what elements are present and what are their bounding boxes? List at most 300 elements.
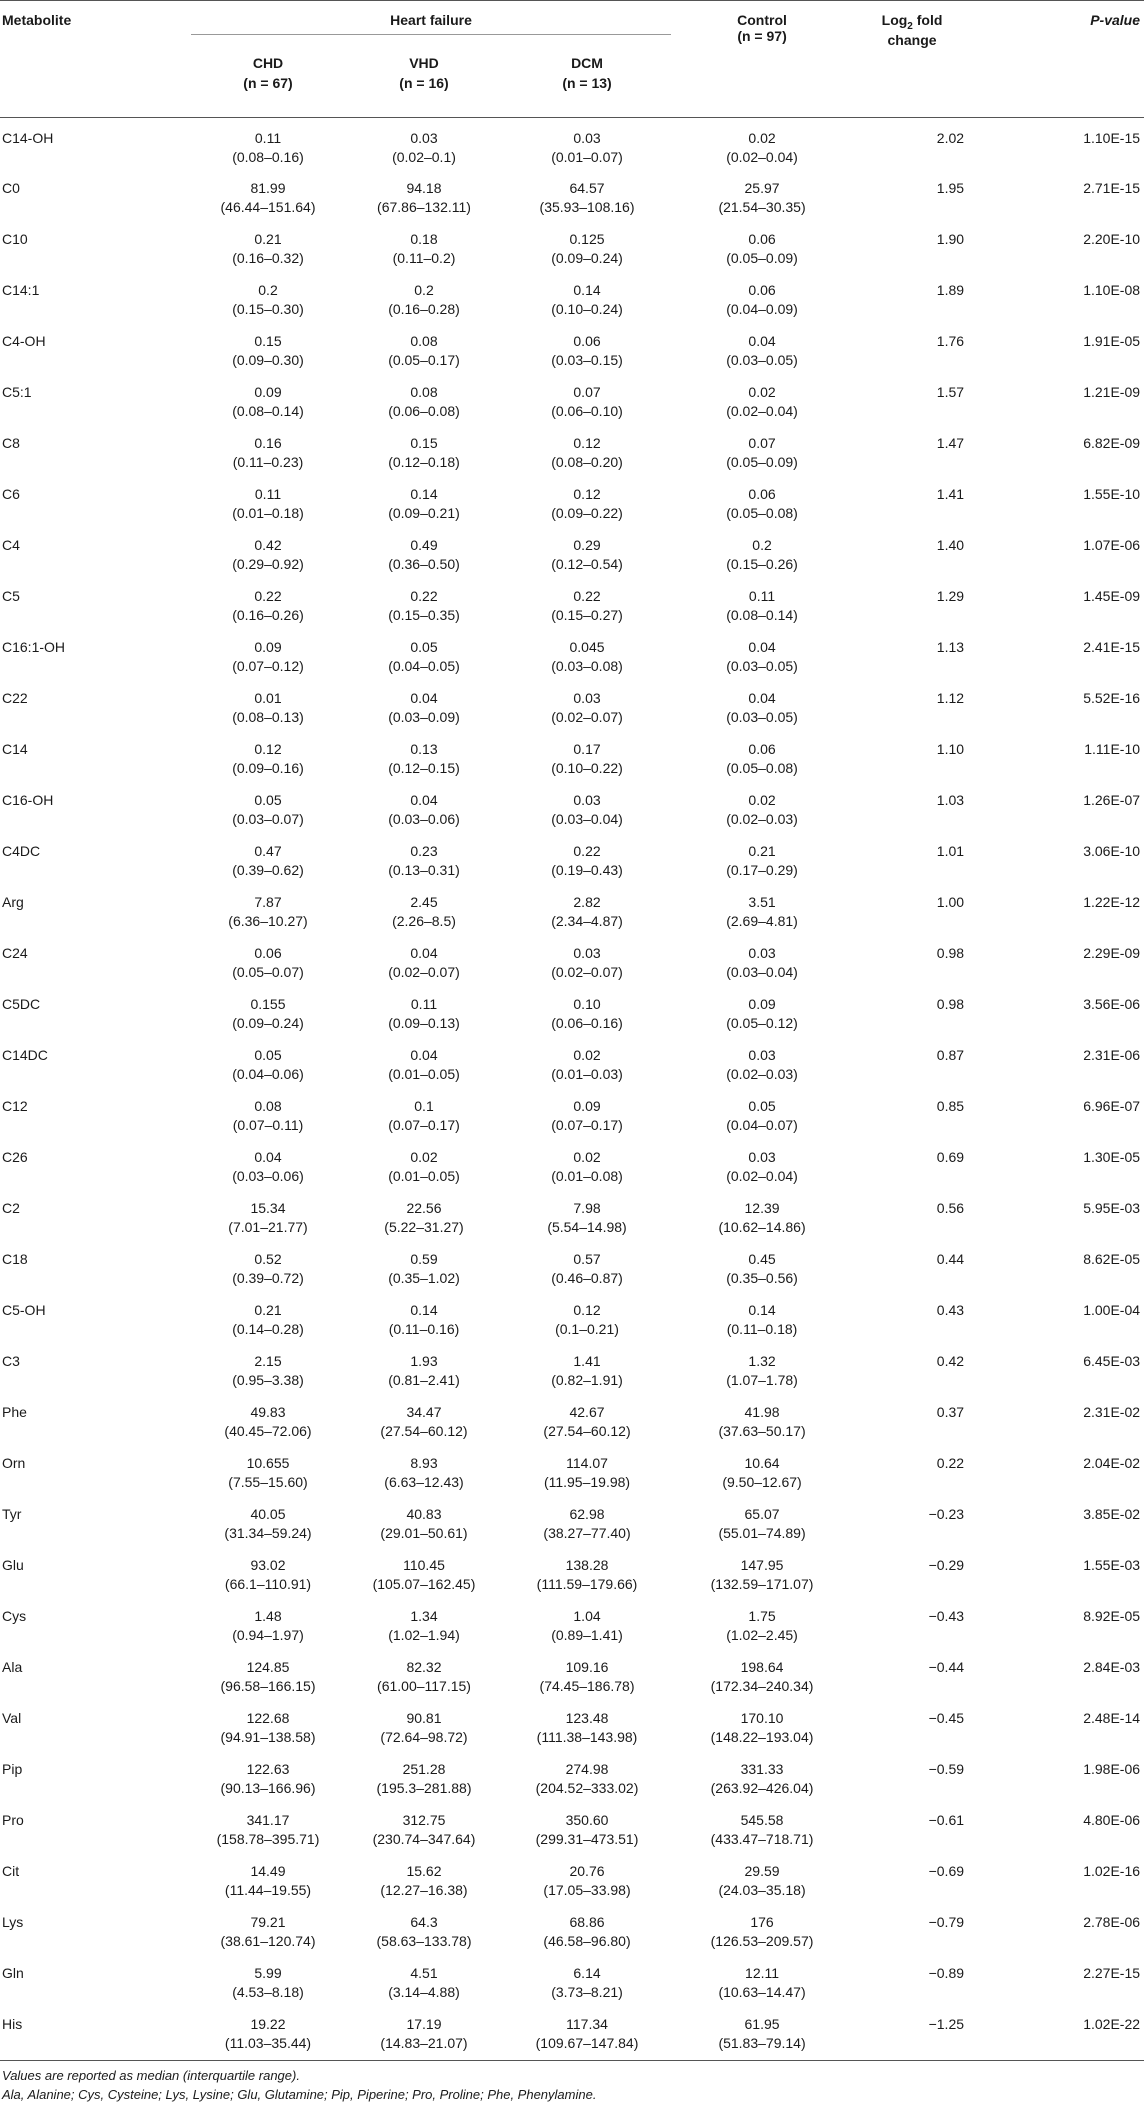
chd-median: 19.22 xyxy=(250,2016,286,2033)
vhd-median: 0.08 xyxy=(410,384,438,401)
chd-cell xyxy=(190,1346,346,1397)
chd-iqr: (7.55–15.60) xyxy=(228,1474,308,1491)
chd-cell xyxy=(190,734,346,785)
footnote-values: Values are reported as median (interquartile range). xyxy=(2,2067,300,2083)
vhd-iqr: (0.15–0.35) xyxy=(388,607,460,624)
chd-median: 122.68 xyxy=(246,1710,290,1727)
group-n: (n = 16) xyxy=(399,74,449,91)
vhd-cell xyxy=(346,1703,502,1754)
chd-median: 0.08 xyxy=(254,1098,282,1115)
chd-median: 0.21 xyxy=(254,1302,282,1319)
pvalue-cell: 2.84E-03 xyxy=(1083,1659,1141,1676)
control-cell xyxy=(672,1754,852,1805)
vhd-iqr: (0.36–0.50) xyxy=(388,556,460,573)
chd-cell xyxy=(190,1856,346,1907)
pvalue-cell: 1.22E-12 xyxy=(1083,894,1141,911)
dcm-cell xyxy=(502,581,672,632)
metabolite-cell: Ala xyxy=(2,1659,23,1676)
control-cell xyxy=(672,1907,852,1958)
dcm-iqr: (0.02–0.07) xyxy=(551,709,623,726)
pvalue-cell: 1.10E-08 xyxy=(1083,282,1141,299)
control-iqr: (2.69–4.81) xyxy=(726,913,798,930)
log2fc-cell: 1.00 xyxy=(936,894,965,911)
control-median: 1.75 xyxy=(748,1608,776,1625)
control-median: 0.03 xyxy=(748,1149,776,1166)
control-median: 61.95 xyxy=(744,2016,780,2033)
metabolite-cell: C14 xyxy=(2,741,28,758)
control-median: 0.07 xyxy=(748,435,776,452)
group-n: (n = 67) xyxy=(243,74,293,91)
dcm-cell xyxy=(502,1244,672,1295)
table-row xyxy=(0,581,1144,632)
vhd-iqr: (14.83–21.07) xyxy=(380,2035,468,2052)
dcm-median: 0.17 xyxy=(573,741,601,758)
chd-median: 15.34 xyxy=(250,1200,286,1217)
control-cell xyxy=(672,785,852,836)
group-header-vhd xyxy=(346,49,502,118)
control-median: 12.11 xyxy=(745,1965,780,1982)
vhd-cell xyxy=(346,989,502,1040)
dcm-iqr: (0.09–0.22) xyxy=(551,505,623,522)
control-cell xyxy=(672,581,852,632)
dcm-cell xyxy=(502,1601,672,1652)
control-iqr: (0.17–0.29) xyxy=(726,862,798,879)
log2fc-cell: 1.12 xyxy=(936,690,965,707)
vhd-iqr: (195.3–281.88) xyxy=(376,1780,472,1797)
chd-median: 0.42 xyxy=(254,537,282,554)
pvalue-header: P-value xyxy=(972,1,1144,49)
control-iqr: (0.04–0.09) xyxy=(726,301,798,318)
vhd-cell xyxy=(346,1652,502,1703)
control-iqr: (148.22–193.04) xyxy=(710,1729,814,1746)
pvalue-cell: 8.62E-05 xyxy=(1083,1251,1141,1268)
table-row xyxy=(0,785,1144,836)
dcm-cell xyxy=(502,1958,672,2009)
control-iqr: (172.34–240.34) xyxy=(710,1678,814,1695)
dcm-cell xyxy=(502,1346,672,1397)
pvalue-cell: 2.04E-02 xyxy=(1083,1455,1141,1472)
vhd-iqr: (0.81–2.41) xyxy=(388,1372,460,1389)
dcm-iqr: (109.67–147.84) xyxy=(535,2035,639,2052)
dcm-iqr: (0.19–0.43) xyxy=(551,862,623,879)
control-median: 0.04 xyxy=(748,690,776,707)
vhd-median: 0.14 xyxy=(410,1302,438,1319)
dcm-iqr: (0.10–0.24) xyxy=(551,301,623,318)
footnote-abbreviations: Ala, Alanine; Cys, Cysteine; Lys, Lysine; Glu, Glutamine; Pip, Piperine; Pro, Proline; Phe, Phenylamine. xyxy=(2,2086,597,2102)
metabolite-cell: C4-OH xyxy=(2,333,46,350)
dcm-iqr: (0.89–1.41) xyxy=(551,1627,623,1644)
control-median: 0.02 xyxy=(748,129,776,146)
table-row xyxy=(0,1193,1144,1244)
control-median: 0.06 xyxy=(748,282,776,299)
table-row xyxy=(0,428,1144,479)
vhd-iqr: (67.86–132.11) xyxy=(377,199,471,216)
vhd-median: 22.56 xyxy=(406,1200,442,1217)
chd-cell xyxy=(190,2009,346,2060)
group-header-chd xyxy=(190,49,346,118)
control-iqr: (1.07–1.78) xyxy=(726,1372,798,1389)
control-iqr: (0.02–0.03) xyxy=(726,1066,798,1083)
chd-cell xyxy=(190,1907,346,1958)
dcm-median: 350.60 xyxy=(565,1812,609,1829)
chd-median: 81.99 xyxy=(250,180,286,197)
control-iqr: (21.54–30.35) xyxy=(718,199,806,216)
vhd-cell xyxy=(346,428,502,479)
log2fc-cell: 1.47 xyxy=(936,435,965,452)
dcm-iqr: (3.73–8.21) xyxy=(551,1984,623,2001)
vhd-cell xyxy=(346,1397,502,1448)
vhd-iqr: (0.01–0.05) xyxy=(388,1066,460,1083)
metabolite-cell: C16:1-OH xyxy=(2,639,66,656)
table-row xyxy=(0,1448,1144,1499)
dcm-iqr: (111.59–179.66) xyxy=(536,1576,638,1593)
vhd-cell xyxy=(346,326,502,377)
table-row xyxy=(0,1601,1144,1652)
chd-median: 0.22 xyxy=(254,588,282,605)
vhd-cell xyxy=(346,887,502,938)
vhd-cell xyxy=(346,836,502,887)
metabolite-cell: C10 xyxy=(2,231,28,248)
pvalue-cell: 1.55E-10 xyxy=(1083,486,1141,503)
pvalue-cell: 6.82E-09 xyxy=(1083,435,1141,452)
vhd-iqr: (0.13–0.31) xyxy=(388,862,460,879)
table-row xyxy=(0,326,1144,377)
control-header xyxy=(672,1,852,49)
dcm-median: 68.86 xyxy=(569,1914,605,1931)
dcm-cell xyxy=(502,1448,672,1499)
log2fc-cell: −0.45 xyxy=(928,1710,965,1727)
pvalue-cell: 5.52E-16 xyxy=(1083,690,1141,707)
dcm-median: 0.22 xyxy=(573,588,601,605)
table-row xyxy=(0,1703,1144,1754)
control-iqr: (0.03–0.05) xyxy=(726,709,798,726)
header-spacer xyxy=(672,49,852,118)
log2fc-cell: 0.98 xyxy=(936,996,965,1013)
control-cell xyxy=(672,326,852,377)
chd-iqr: (0.01–0.18) xyxy=(232,505,304,522)
vhd-median: 82.32 xyxy=(406,1659,442,1676)
chd-iqr: (4.53–8.18) xyxy=(232,1984,304,2001)
dcm-cell xyxy=(502,1856,672,1907)
control-iqr: (0.02–0.04) xyxy=(726,403,798,420)
control-cell xyxy=(672,117,852,173)
log2fc-cell: 1.76 xyxy=(936,333,965,350)
chd-cell xyxy=(190,836,346,887)
chd-median: 0.05 xyxy=(254,1047,282,1064)
chd-cell xyxy=(190,530,346,581)
log2fc-cell: 1.01 xyxy=(936,843,965,860)
chd-median: 341.17 xyxy=(246,1812,290,1829)
control-cell xyxy=(672,1295,852,1346)
dcm-cell xyxy=(502,1703,672,1754)
group-name: CHD xyxy=(252,54,284,71)
dcm-cell xyxy=(502,989,672,1040)
chd-median: 0.01 xyxy=(254,690,282,707)
vhd-median: 0.13 xyxy=(410,741,438,758)
chd-iqr: (11.03–35.44) xyxy=(224,2035,312,2052)
chd-iqr: (0.07–0.11) xyxy=(232,1117,304,1134)
vhd-median: 64.3 xyxy=(410,1914,438,1931)
chd-cell xyxy=(190,1652,346,1703)
group-header-dcm xyxy=(502,49,672,118)
vhd-median: 0.59 xyxy=(410,1251,438,1268)
vhd-cell xyxy=(346,938,502,989)
chd-median: 0.05 xyxy=(254,792,282,809)
dcm-cell xyxy=(502,1805,672,1856)
pvalue-cell: 1.10E-15 xyxy=(1083,129,1141,146)
log2fc-cell: 0.87 xyxy=(936,1047,965,1064)
dcm-cell xyxy=(502,836,672,887)
dcm-median: 0.07 xyxy=(573,384,601,401)
vhd-cell xyxy=(346,683,502,734)
chd-median: 0.15 xyxy=(254,333,282,350)
group-name: DCM xyxy=(571,54,603,71)
chd-iqr: (0.39–0.72) xyxy=(232,1270,304,1287)
group-name: VHD xyxy=(409,54,439,71)
dcm-cell xyxy=(502,326,672,377)
dcm-median: 0.12 xyxy=(573,486,601,503)
vhd-cell xyxy=(346,1958,502,2009)
chd-median: 49.83 xyxy=(250,1404,286,1421)
chd-iqr: (90.13–166.96) xyxy=(220,1780,316,1797)
metabolite-cell: C8 xyxy=(2,435,20,452)
chd-median: 2.15 xyxy=(254,1353,282,1370)
metabolite-cell: Glu xyxy=(2,1557,24,1574)
dcm-iqr: (0.82–1.91) xyxy=(551,1372,623,1389)
vhd-iqr: (3.14–4.88) xyxy=(388,1984,460,2001)
metabolite-cell: Phe xyxy=(2,1404,27,1421)
dcm-cell xyxy=(502,1397,672,1448)
dcm-iqr: (299.31–473.51) xyxy=(535,1831,639,1848)
control-cell xyxy=(672,173,852,224)
table-row xyxy=(0,1346,1144,1397)
chd-iqr: (7.01–21.77) xyxy=(228,1219,308,1236)
vhd-iqr: (0.03–0.09) xyxy=(388,709,460,726)
vhd-iqr: (105.07–162.45) xyxy=(372,1576,476,1593)
dcm-cell xyxy=(502,1193,672,1244)
pvalue-cell: 3.56E-06 xyxy=(1083,996,1141,1013)
dcm-iqr: (17.05–33.98) xyxy=(543,1882,631,1899)
pvalue-cell: 2.41E-15 xyxy=(1083,639,1141,656)
control-median: 176 xyxy=(750,1914,774,1931)
chd-cell xyxy=(190,1958,346,2009)
pvalue-cell: 6.96E-07 xyxy=(1083,1098,1141,1115)
control-median: 3.51 xyxy=(748,894,776,911)
chd-cell xyxy=(190,275,346,326)
dcm-median: 20.76 xyxy=(569,1863,605,1880)
log2fc-cell: 0.22 xyxy=(936,1455,965,1472)
control-cell xyxy=(672,1346,852,1397)
dcm-median: 0.03 xyxy=(573,129,601,146)
vhd-median: 0.1 xyxy=(414,1098,434,1115)
log2fc-cell: 1.13 xyxy=(936,639,965,656)
metabolite-cell: Lys xyxy=(2,1914,24,1931)
vhd-cell xyxy=(346,1856,502,1907)
pvalue-cell: 8.92E-05 xyxy=(1083,1608,1141,1625)
vhd-median: 0.49 xyxy=(410,537,438,554)
vhd-cell xyxy=(346,1448,502,1499)
chd-median: 0.21 xyxy=(254,231,282,248)
metabolite-cell: C14:1 xyxy=(2,282,40,299)
chd-iqr: (94.91–138.58) xyxy=(220,1729,316,1746)
table-row xyxy=(0,275,1144,326)
control-median: 1.32 xyxy=(748,1353,776,1370)
control-cell xyxy=(672,683,852,734)
table-row xyxy=(0,173,1144,224)
chd-median: 0.52 xyxy=(254,1251,282,1268)
log2fc-cell: 2.02 xyxy=(936,129,965,146)
vhd-median: 90.81 xyxy=(406,1710,442,1727)
metabolite-cell: C3 xyxy=(2,1353,20,1370)
dcm-median: 114.07 xyxy=(566,1455,608,1472)
dcm-median: 0.12 xyxy=(573,1302,601,1319)
metabolite-cell: C22 xyxy=(2,690,28,707)
chd-median: 0.16 xyxy=(254,435,282,452)
control-cell xyxy=(672,2009,852,2060)
log2fc-cell: 1.95 xyxy=(936,180,965,197)
control-median: 25.97 xyxy=(744,180,780,197)
metabolite-cell: C14DC xyxy=(2,1047,48,1064)
chd-iqr: (0.16–0.32) xyxy=(232,250,304,267)
dcm-median: 6.14 xyxy=(573,1965,601,1982)
chd-cell xyxy=(190,1397,346,1448)
vhd-cell xyxy=(346,1499,502,1550)
chd-iqr: (0.04–0.06) xyxy=(232,1066,304,1083)
table-row xyxy=(0,1499,1144,1550)
control-iqr: (0.05–0.08) xyxy=(726,505,798,522)
vhd-median: 312.75 xyxy=(402,1812,446,1829)
dcm-median: 109.16 xyxy=(565,1659,609,1676)
control-cell xyxy=(672,938,852,989)
dcm-median: 0.02 xyxy=(573,1047,601,1064)
chd-cell xyxy=(190,785,346,836)
pvalue-cell: 1.07E-06 xyxy=(1083,537,1141,554)
log2fc-cell: 0.69 xyxy=(936,1149,965,1166)
chd-median: 40.05 xyxy=(250,1506,286,1523)
vhd-cell xyxy=(346,581,502,632)
vhd-cell xyxy=(346,1244,502,1295)
vhd-iqr: (0.03–0.06) xyxy=(388,811,460,828)
dcm-cell xyxy=(502,428,672,479)
vhd-median: 0.08 xyxy=(410,333,438,350)
control-cell xyxy=(672,1040,852,1091)
chd-cell xyxy=(190,887,346,938)
dcm-median: 0.125 xyxy=(569,231,605,248)
table-row xyxy=(0,1091,1144,1142)
control-cell xyxy=(672,224,852,275)
pvalue-cell: 2.31E-02 xyxy=(1083,1404,1141,1421)
metabolite-cell: C24 xyxy=(2,945,28,962)
chd-cell xyxy=(190,938,346,989)
table-row xyxy=(0,1856,1144,1907)
dcm-iqr: (0.01–0.03) xyxy=(551,1066,623,1083)
vhd-iqr: (27.54–60.12) xyxy=(380,1423,468,1440)
pvalue-cell: 2.71E-15 xyxy=(1083,180,1141,197)
control-cell xyxy=(672,1499,852,1550)
dcm-median: 0.03 xyxy=(573,792,601,809)
log2fc-cell: 0.44 xyxy=(936,1251,965,1268)
dcm-iqr: (0.09–0.24) xyxy=(551,250,623,267)
table-body xyxy=(0,117,1144,2060)
dcm-median: 0.02 xyxy=(573,1149,601,1166)
dcm-cell xyxy=(502,1040,672,1091)
chd-iqr: (38.61–120.74) xyxy=(220,1933,316,1950)
log2fc-cell: −0.89 xyxy=(928,1965,965,1982)
metabolite-cell: C4 xyxy=(2,537,20,554)
vhd-median: 2.45 xyxy=(410,894,438,911)
chd-median: 0.11 xyxy=(254,486,282,503)
chd-cell xyxy=(190,1805,346,1856)
pvalue-cell: 2.78E-06 xyxy=(1083,1914,1141,1931)
control-cell xyxy=(672,530,852,581)
control-median: 41.98 xyxy=(744,1404,780,1421)
control-cell xyxy=(672,1244,852,1295)
control-iqr: (0.08–0.14) xyxy=(726,607,798,624)
control-cell xyxy=(672,734,852,785)
vhd-iqr: (29.01–50.61) xyxy=(380,1525,468,1542)
chd-iqr: (0.16–0.26) xyxy=(232,607,304,624)
chd-iqr: (0.95–3.38) xyxy=(232,1372,304,1389)
chd-iqr: (0.39–0.62) xyxy=(232,862,304,879)
pvalue-cell: 1.11E-10 xyxy=(1084,741,1141,758)
log2-suffix: fold xyxy=(912,12,943,28)
pvalue-cell: 1.02E-16 xyxy=(1083,1863,1141,1880)
control-median: 0.02 xyxy=(748,792,776,809)
table-row xyxy=(0,1040,1144,1091)
chd-cell xyxy=(190,1193,346,1244)
vhd-median: 0.03 xyxy=(410,129,438,146)
control-cell xyxy=(672,1397,852,1448)
dcm-iqr: (0.15–0.27) xyxy=(551,607,623,624)
control-iqr: (51.83–79.14) xyxy=(718,2035,806,2052)
dcm-median: 62.98 xyxy=(569,1506,605,1523)
vhd-cell xyxy=(346,734,502,785)
chd-iqr: (0.09–0.24) xyxy=(232,1015,304,1032)
control-median: 170.10 xyxy=(740,1710,784,1727)
dcm-cell xyxy=(502,938,672,989)
control-iqr: (24.03–35.18) xyxy=(718,1882,806,1899)
chd-iqr: (31.34–59.24) xyxy=(224,1525,312,1542)
metabolite-cell: C5 xyxy=(2,588,20,605)
chd-cell xyxy=(190,1091,346,1142)
metabolite-cell: C6 xyxy=(2,486,20,503)
pvalue-cell: 4.80E-06 xyxy=(1083,1812,1141,1829)
control-cell xyxy=(672,1652,852,1703)
dcm-median: 0.06 xyxy=(573,333,601,350)
vhd-median: 94.18 xyxy=(406,180,442,197)
chd-iqr: (0.07–0.12) xyxy=(232,658,304,675)
control-cell xyxy=(672,887,852,938)
control-iqr: (0.02–0.04) xyxy=(726,148,798,165)
vhd-cell xyxy=(346,1040,502,1091)
table-header xyxy=(0,1,1144,118)
chd-cell xyxy=(190,1040,346,1091)
control-median: 331.33 xyxy=(740,1761,784,1778)
chd-iqr: (0.03–0.06) xyxy=(232,1168,304,1185)
control-iqr: (0.11–0.18) xyxy=(726,1321,798,1338)
dcm-median: 64.57 xyxy=(569,180,605,197)
dcm-cell xyxy=(502,275,672,326)
group-n: (n = 13) xyxy=(562,74,612,91)
dcm-cell xyxy=(502,479,672,530)
chd-cell xyxy=(190,1601,346,1652)
log2fc-cell: 1.90 xyxy=(936,231,965,248)
dcm-iqr: (0.10–0.22) xyxy=(551,760,623,777)
chd-median: 0.09 xyxy=(254,639,282,656)
metabolite-cell: Pip xyxy=(2,1761,23,1778)
dcm-median: 0.09 xyxy=(573,1098,601,1115)
dcm-median: 138.28 xyxy=(565,1557,609,1574)
